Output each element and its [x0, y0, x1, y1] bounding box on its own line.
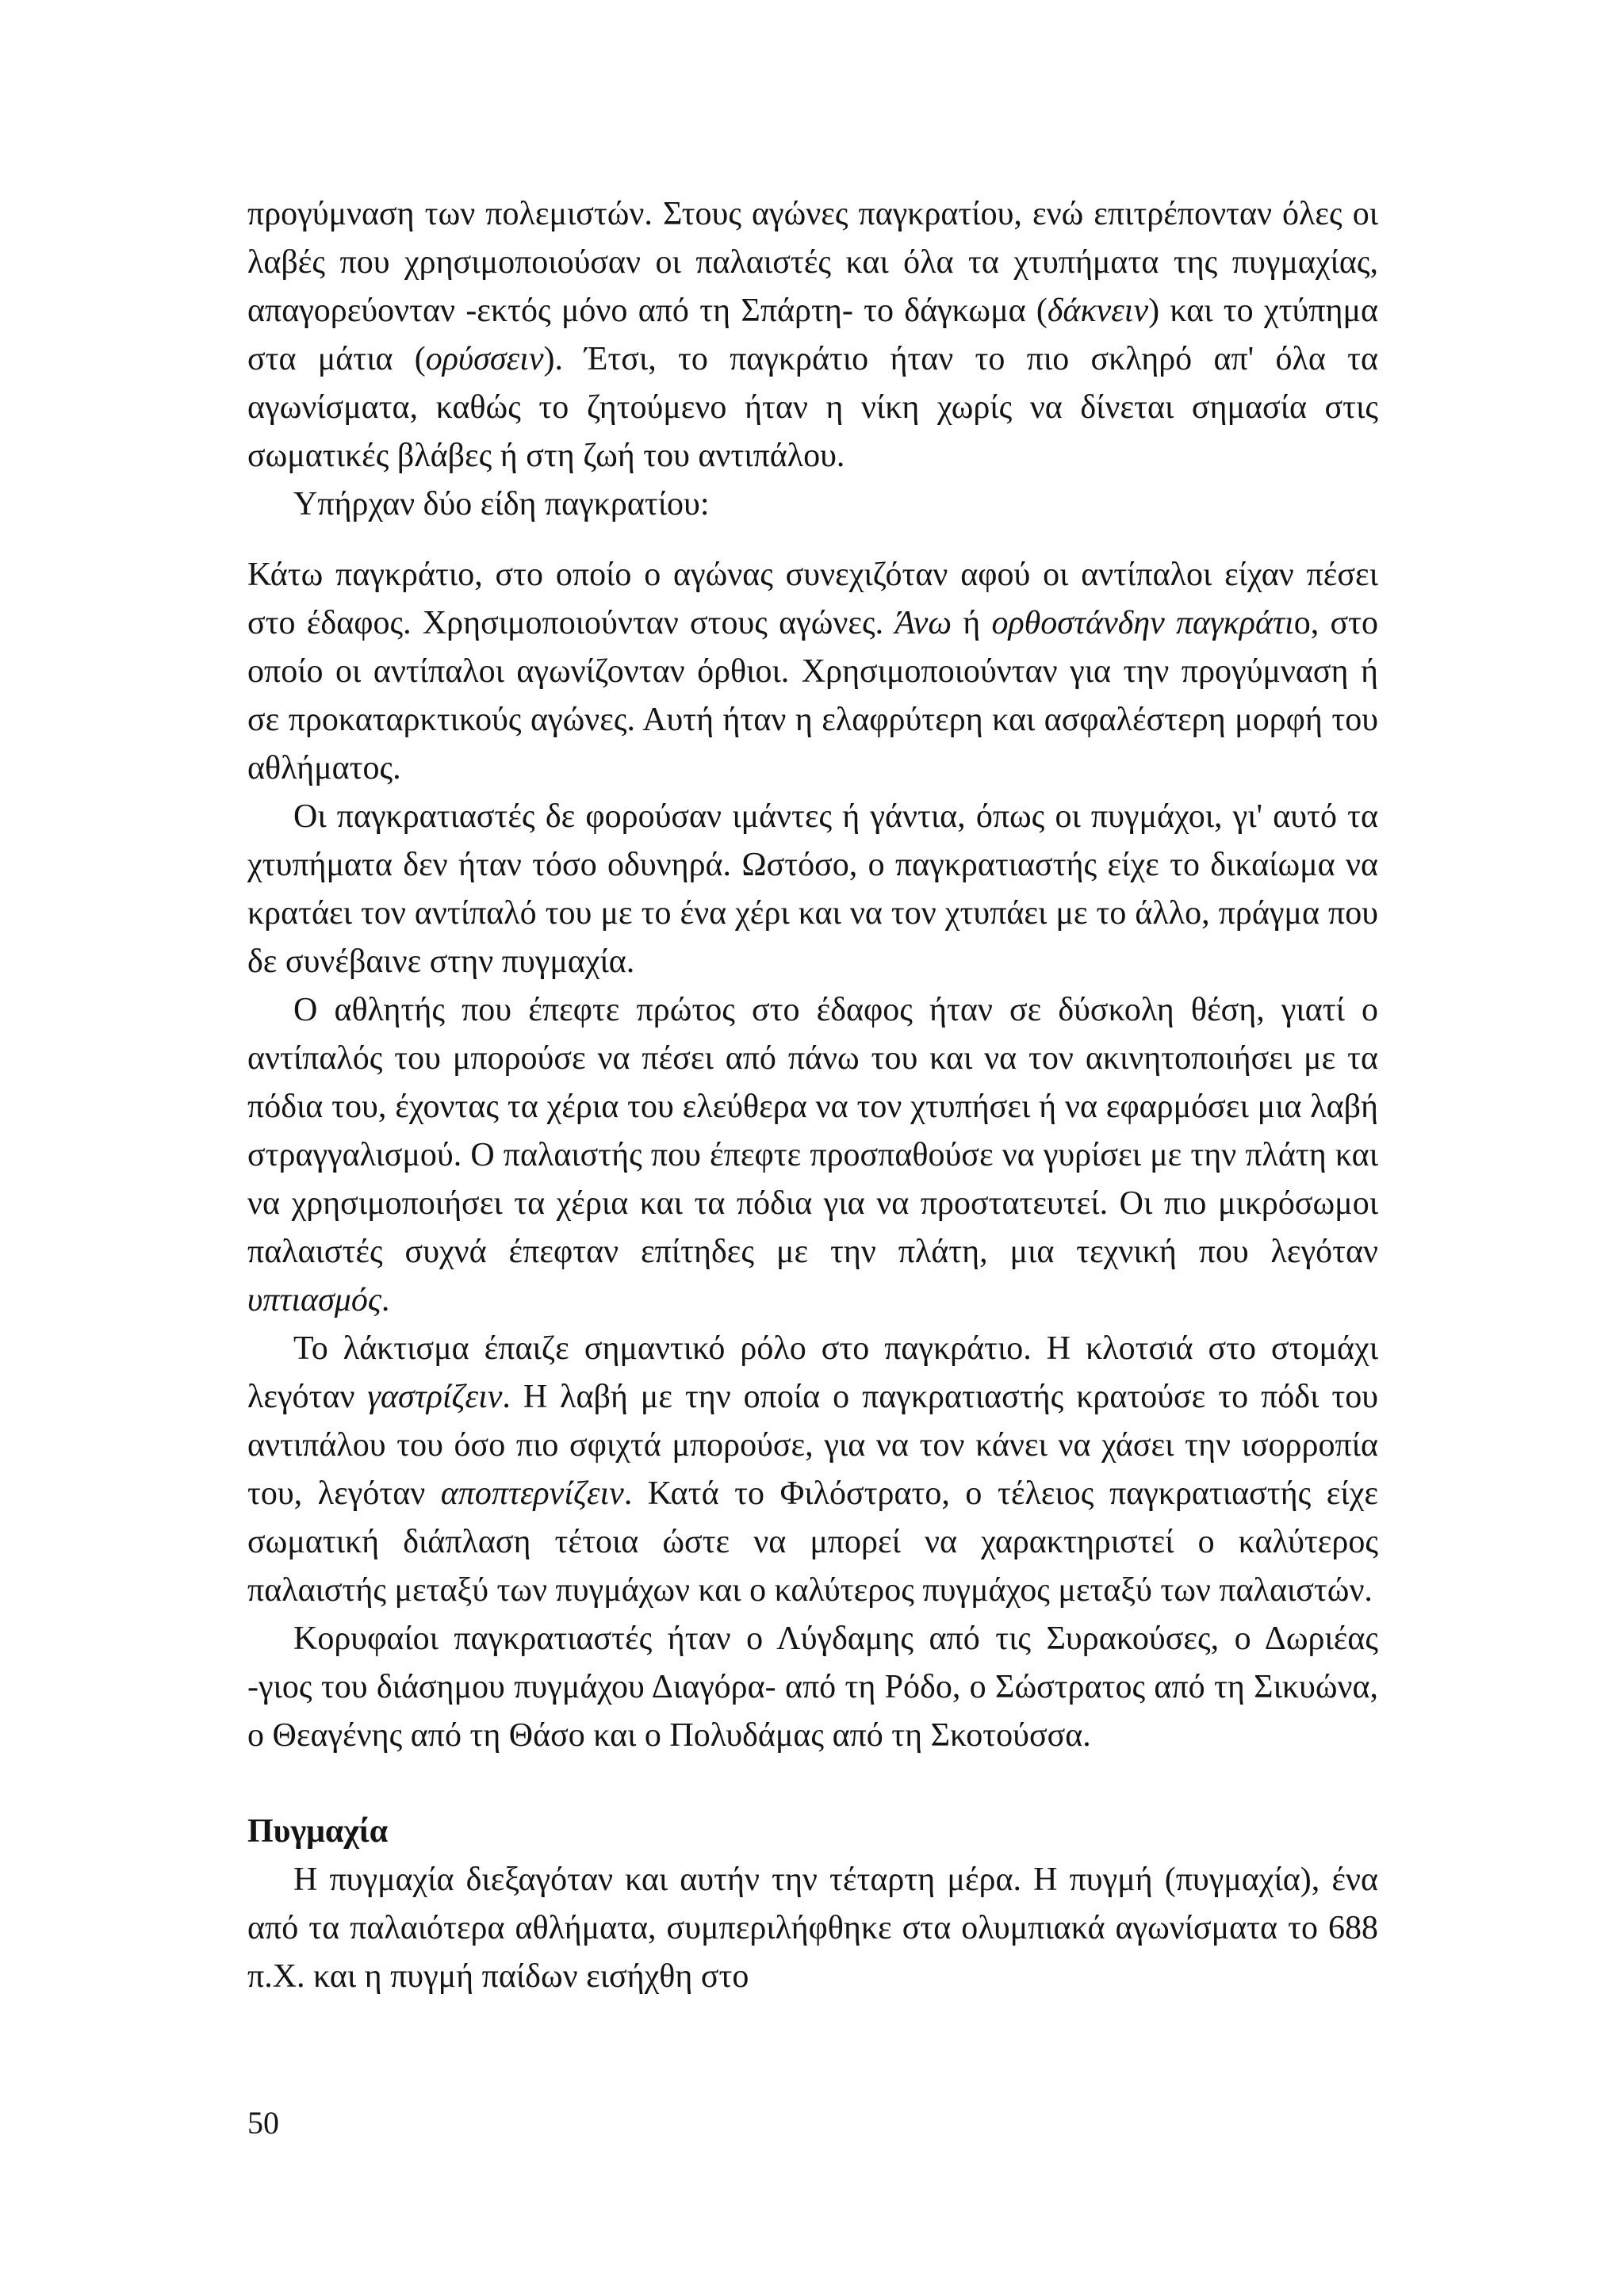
italic-term: υπτιασμός — [247, 1282, 381, 1318]
text-run: ή — [952, 605, 992, 641]
text-run: Οι παγκρατιαστές δε φορούσαν ιμάντες ή γάντια, όπως οι πυγμάχοι, γι' αυτό τα χτυπήματα δεν ήταν τόσο οδυνηρά. Ωστόσο, ο παγκρατιαστής είχε το δικαίωμα να κρατάει τον αντίπαλό του με το ένα χέρι και να τον χτυπάει με το άλλο, πράγμα που δε συνέβαινε στην πυγμαχία. — [247, 798, 1378, 980]
italic-term: δάκνειν — [1047, 293, 1149, 329]
paragraph — [247, 480, 1378, 529]
text-run: Κάτω παγκράτιο, στο οποίο ο αγώνας συνεχιζόταν αφού οι αντίπαλοι είχαν πέσει στο έδαφος. Χρησιμοποιούνταν στους αγώνες. — [247, 557, 1378, 641]
paragraph — [247, 793, 1378, 986]
italic-term: ορύσσειν — [425, 341, 544, 377]
paragraph — [247, 1325, 1378, 1615]
text-run: . Κατά το Φιλόστρατο, ο τέλειος παγκρατιαστής είχε σωματική διάπλαση τέτοια ώστε να μπορεί να χαρακτηριστεί ο καλύτερος παλαιστής μεταξύ των πυγμάχων και ο καλύτερος πυγμάχος μεταξύ των παλαιστών. — [247, 1475, 1379, 1609]
text-run: ). Έτσι, το παγκράτιο ήταν το πιο σκληρό απ' όλα τα αγωνίσματα, καθώς το ζητούμενο ήταν η νίκη χωρίς να δίνεται σημασία στις σωματικές βλάβες ή στη ζωή του αντιπάλου. — [247, 341, 1378, 474]
text-run: Κορυφαίοι παγκρατιαστές ήταν ο Λύγδαμης από τις Συρακούσες, ο Δωριέας -γιος του διάσημου πυγμάχου Διαγόρα- από τη Ρόδο, ο Σώστρατος από τη Σικυώνα, ο Θεαγένης από τη Θάσο και ο Πολυδάμας από τη Σκοτούσσα. — [247, 1621, 1378, 1754]
body-text — [247, 190, 1378, 2001]
italic-term: γαστρίζειν — [367, 1379, 503, 1415]
paragraph — [247, 190, 1378, 480]
italic-term: ορθοστάνδην παγκράτι — [991, 605, 1294, 641]
italic-term: Άνω — [894, 605, 952, 641]
text-run: Η πυγμαχία διεξαγόταν και αυτήν την τέταρτη μέρα. Η πυγμή (πυγμαχία), ένα από τα παλαιότερα αθλήματα, συμπεριλήφθηκε στα ολυμπιακά αγωνίσματα το 688 π.Χ. και η πυγμή παίδων εισήχθη στο — [247, 1862, 1378, 1995]
italic-term: αποπτερνίζειν — [440, 1475, 624, 1512]
text-run: Υπήρχαν δύο είδη παγκρατίου: — [293, 486, 710, 522]
section-heading: Πυγμαχία — [247, 1813, 389, 1850]
text-run: Το λάκτισμα έπαιζε σημαντικό ρόλο στο παγκράτιο. Η κλοτσιά στο στομάχι λεγόταν — [247, 1330, 1378, 1415]
text-run: προγύμναση των πολεμιστών. Στους αγώνες παγκρατίου, ενώ επιτρέπονταν όλες οι λαβές που χρησιμοποιούσαν οι παλαιστές και όλα τα χτυπήματα της πυγμαχίας, απαγορεύονταν -εκτός μόνο από τη Σπάρτη- το δάγκωμα ( — [247, 196, 1378, 329]
text-run: Ο αθλητής που έπεφτε πρώτος στο έδαφος ήταν σε δύσκολη θέση, γιατί ο αντίπαλός του μπορούσε να πέσει από πάνω του και να τον ακινητοποιήσει με τα πόδια του, έχοντας τα χέρια του ελεύθερα να τον χτυπήσει ή να εφαρμόσει μια λαβή στραγγαλισμού. Ο παλαιστής που έπεφτε προσπαθούσε να γυρίσει με την πλάτη και να χρησιμοποιήσει τα χέρια και τα πόδια για να προστατευτεί. Οι πιο μικρόσωμοι παλαιστές συχνά έπεφταν επίτηδες με την πλάτη, μια τεχνική που λεγόταν — [247, 992, 1378, 1270]
text-run: ) και το χτύπημα στα μάτια ( — [247, 293, 1378, 377]
page-number: 50 — [247, 2105, 279, 2141]
paragraph — [247, 1615, 1378, 1760]
paragraph — [247, 986, 1378, 1325]
paragraph — [247, 1856, 1378, 2001]
text-run: ο, στο οποίο οι αντίπαλοι αγωνίζονταν όρθιοι. Χρησιμοποιούνταν για την προγύμναση ή σε προκαταρκτικούς αγώνες. Αυτή ήταν η ελαφρύτερη και ασφαλέστερη μορφή του αθλήματος. — [247, 605, 1378, 786]
text-run: . Η λαβή με την οποία ο παγκρατιαστής κρατούσε το πόδι του αντιπάλου του όσο πιο σφιχτά μπορούσε, για να τον κάνει να χάσει την ισορροπία του, λεγόταν — [247, 1379, 1378, 1512]
text-run: . — [381, 1282, 390, 1318]
paragraph — [247, 551, 1378, 793]
